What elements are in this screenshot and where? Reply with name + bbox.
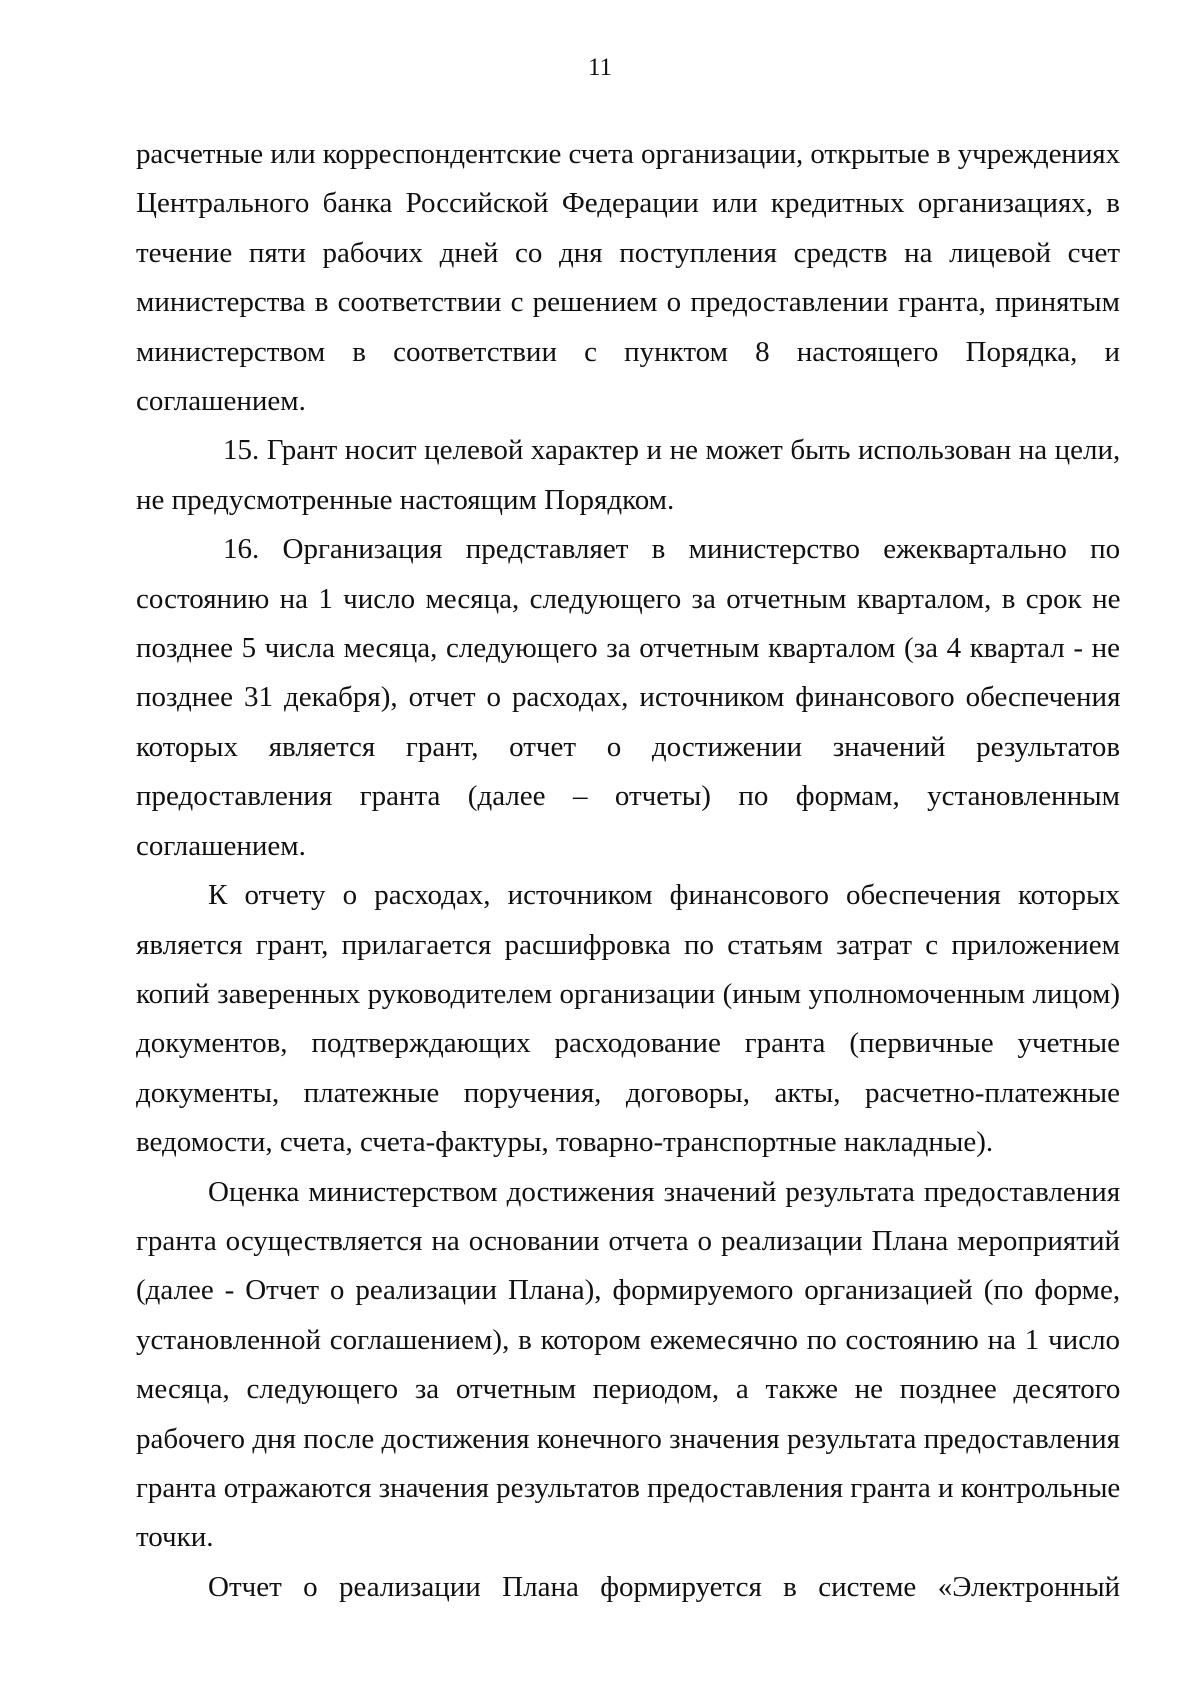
text-line: соглашением. bbox=[136, 829, 306, 862]
text-line: Оценка министерством достижения значений результата предоставления bbox=[208, 1175, 1121, 1208]
text-line: которых является грант, отчет о достижении значений результатов bbox=[136, 730, 1121, 763]
text-line: позднее 5 числа месяца, следующего за отчетным кварталом (за 4 квартал - не bbox=[136, 632, 1120, 665]
text-line: позднее 31 декабря), отчет о расходах, источником финансового обеспечения bbox=[136, 681, 1121, 714]
text-line: соглашением. bbox=[136, 385, 306, 418]
text-line: (далее - Отчет о реализации Плана), формируемого организацией (по форме, bbox=[136, 1274, 1121, 1307]
text-line: Отчет о реализации Плана формируется в системе «Электронный bbox=[208, 1570, 1121, 1603]
paragraph-15 bbox=[136, 426, 1120, 525]
paragraph-plan-report bbox=[136, 1563, 1120, 1612]
text-line: К отчету о расходах, источником финансового обеспечения которых bbox=[208, 879, 1121, 912]
text-line: гранта осуществляется на основании отчета о реализации Плана мероприятий bbox=[136, 1224, 1120, 1257]
text-line: Центрального банка Российской Федерации или кредитных организациях, в bbox=[136, 187, 1120, 220]
text-line: расчетные или корреспондентские счета организации, открытые в учреждениях bbox=[136, 138, 1120, 170]
text-line: 15. Грант носит целевой характер и не может быть использован на цели, bbox=[223, 434, 1121, 467]
document-body bbox=[136, 130, 1120, 1612]
text-line: рабочего дня после достижения конечного значения результата предоставления bbox=[136, 1422, 1120, 1455]
text-line: точки. bbox=[136, 1521, 214, 1554]
page-number: 11 bbox=[587, 54, 613, 81]
text-line: установленной соглашением), в котором ежемесячно по состоянию на 1 число bbox=[136, 1323, 1121, 1356]
text-line: не предусмотренные настоящим Порядком. bbox=[136, 483, 675, 516]
text-line: состоянию на 1 число месяца, следующего за отчетным кварталом, в срок не bbox=[136, 582, 1121, 615]
text-line: 16. Организация представляет в министерство ежеквартально по bbox=[223, 533, 1121, 566]
text-line: предоставления гранта (далее – отчеты) по формам, установленным bbox=[136, 780, 1120, 813]
text-line: документов, подтверждающих расходование гранта (первичные учетные bbox=[136, 1027, 1120, 1060]
text-line: министерством в соответствии с пунктом 8 настоящего Порядка, и bbox=[136, 335, 1120, 368]
text-line: министерства в соответствии с решением о предоставлении гранта, принятым bbox=[136, 286, 1120, 319]
paragraph-evaluation bbox=[136, 1168, 1120, 1563]
text-line: месяца, следующего за отчетным периодом, а также не позднее десятого bbox=[136, 1373, 1121, 1406]
paragraph-expense-report bbox=[136, 871, 1120, 1167]
paragraph-continuation bbox=[136, 130, 1120, 426]
paragraph-16 bbox=[136, 525, 1120, 871]
text-line: гранта отражаются значения результатов предоставления гранта и контрольные bbox=[136, 1471, 1121, 1504]
text-line: ведомости, счета, счета-фактуры, товарно-транспортные накладные). bbox=[136, 1126, 994, 1159]
text-line: копий заверенных руководителем организации (иным уполномоченным лицом) bbox=[136, 977, 1120, 1010]
text-line: является грант, прилагается расшифровка по статьям затрат с приложением bbox=[136, 928, 1120, 961]
text-line: течение пяти рабочих дней со дня поступления средств на лицевой счет bbox=[136, 236, 1121, 269]
text-line: документы, платежные поручения, договоры, акты, расчетно-платежные bbox=[136, 1076, 1120, 1109]
